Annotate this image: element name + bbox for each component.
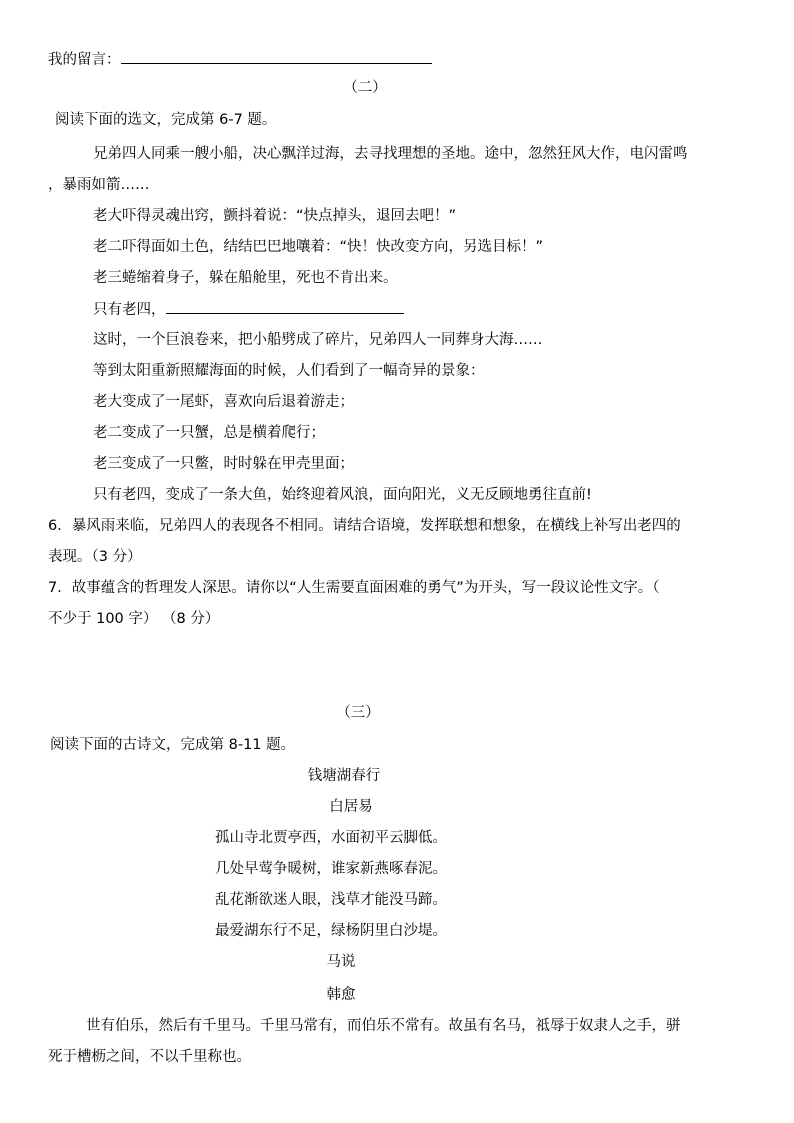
question-7-cont: 不少于 100 字） （8 分） [48, 611, 220, 627]
story-paragraph: 老三蜷缩着身子，躲在船舱里，死也不肯出来。 [93, 270, 398, 286]
story-paragraph-laosi [93, 299, 404, 320]
section2-heading: （二） [343, 80, 387, 96]
poem-line: 孤山寺北贾亭西，水面初平云脚低。 [215, 830, 447, 846]
laosi-label: 只有老四， [93, 302, 166, 318]
poem-line: 最爱湖东行不足，绿杨阴里白沙堤。 [215, 923, 447, 939]
story-paragraph: 这时，一个巨浪卷来，把小船劈成了碎片，兄弟四人一同葬身大海…… [93, 332, 543, 348]
essay-author: 韩愈 [326, 987, 356, 1003]
story-paragraph: 老大吓得灵魂出窍，颤抖着说：“快点掉头，退回去吧！” [93, 208, 457, 224]
question-6: 6．暴风雨来临，兄弟四人的表现各不相同。请结合语境，发挥联想和想象，在横线上补写出老四的 [48, 518, 681, 534]
story-paragraph: 老三变成了一只鳖，时时躲在甲壳里面； [93, 456, 354, 472]
poem-line: 几处早莺争暖树，谁家新燕啄春泥。 [215, 861, 447, 877]
story-paragraph: 只有老四，变成了一条大鱼，始终迎着风浪，面向阳光，义无反顾地勇往直前! [93, 487, 592, 503]
section2-instruction: 阅读下面的选文，完成第 6-7 题。 [55, 112, 277, 128]
story-paragraph: 等到太阳重新照耀海面的时候，人们看到了一幅奇异的景象： [93, 363, 485, 379]
story-paragraph: 老二吓得面如土色，结结巴巴地嚷着：“快！快改变方向，另选目标！” [93, 239, 544, 255]
essay-line: 死于槽枥之间，不以千里称也。 [48, 1049, 251, 1065]
poem-line: 乱花渐欲迷人眼，浅草才能没马蹄。 [215, 892, 447, 908]
essay-title: 马说 [326, 954, 356, 970]
essay-line: 世有伯乐，然后有千里马。千里马常有，而伯乐不常有。故虽有名马，祗辱于奴隶人之手，骈 [86, 1018, 681, 1034]
message-label: 我的留言： [48, 52, 121, 68]
section3-instruction: 阅读下面的古诗文，完成第 8-11 题。 [50, 737, 296, 753]
message-answer-blank[interactable] [121, 49, 432, 64]
story-paragraph: ，暴雨如箭…… [48, 177, 150, 193]
story-paragraph: 老大变成了一尾虾，喜欢向后退着游走； [93, 394, 354, 410]
question-7: 7．故事蕴含的哲理发人深思。请你以“人生需要直面困难的勇气”为开头，写一段议论性文字。（ [48, 580, 660, 596]
story-paragraph: 老二变成了一只蟹，总是横着爬行； [93, 425, 325, 441]
question-6-cont: 表现。（3 分） [48, 549, 142, 565]
section3-heading: （三） [336, 705, 380, 721]
story-paragraph: 兄弟四人同乘一艘小船，决心飘洋过海，去寻找理想的圣地。途中，忽然狂风大作，电闪雷鸣 [93, 146, 688, 162]
poem-author: 白居易 [329, 799, 373, 815]
message-line [48, 49, 432, 70]
laosi-answer-blank[interactable] [166, 299, 404, 314]
poem-title: 钱塘湖春行 [307, 768, 381, 784]
